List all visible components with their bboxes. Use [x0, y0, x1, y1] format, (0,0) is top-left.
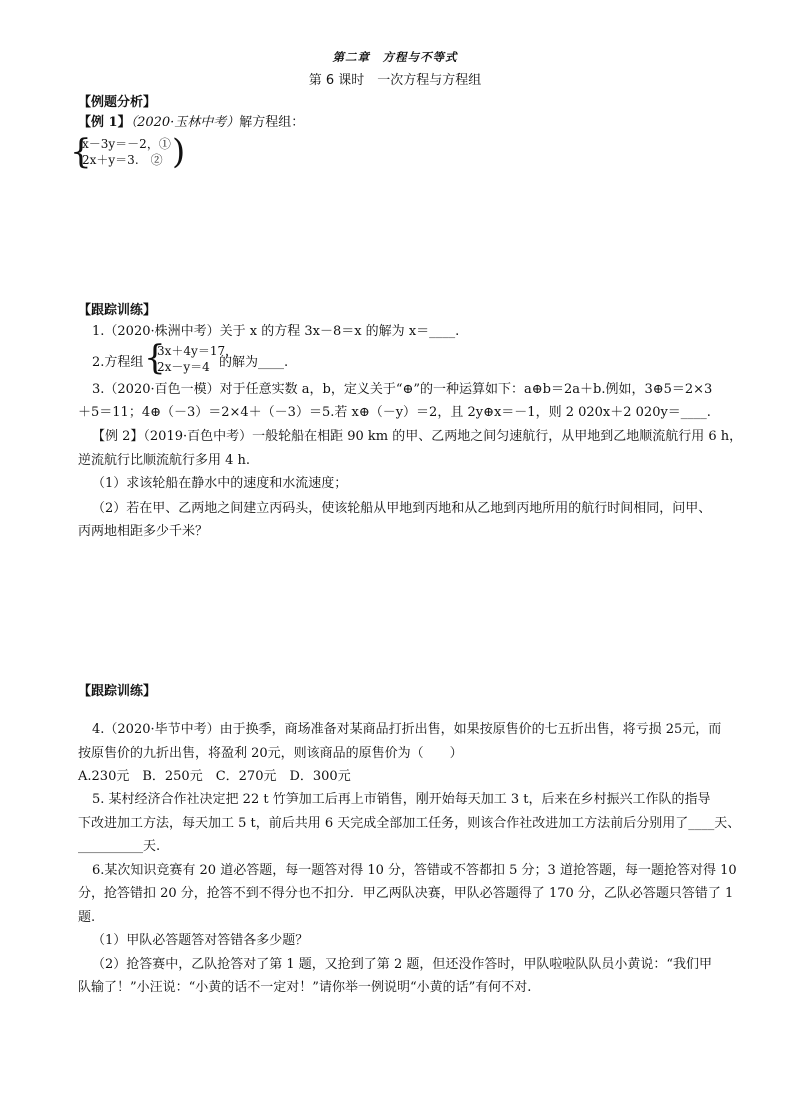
chapter-title: 第二章 方程与不等式: [332, 50, 458, 64]
section-example-title: 【例题分析】: [78, 95, 157, 110]
system-left-brace: {: [70, 132, 92, 172]
question-3-line2: ＋5＝11；4⊕（－3）＝2×4＋（－3）＝5.若 x⊕（－y）＝2，且 2y⊕x＝－1，则 2 020x＋2 020y＝____.: [78, 405, 711, 420]
example2-line1: 【例 2】（2019·百色中考）一般轮船在相距 90 km 的甲、乙两地之间匀速航行，从甲地到乙地顺流航行用 6 h，: [92, 429, 743, 444]
question-2-prefix: 2.方程组: [92, 355, 144, 370]
example1-prompt: 解方程组：: [239, 115, 305, 130]
q2-eq2: 2x－y＝4: [157, 360, 210, 374]
question-6-sub2-line2: 队输了！”小汪说：“小黄的话不一定对！”请你举一例说明“小黄的话”有何不对.: [78, 980, 532, 995]
example1-source: （2020·玉林中考）: [130, 115, 240, 130]
question-6-sub2-line1: （2）抢答赛中，乙队抢答对了第 1 题，又抢到了第 2 题，但还没作答时，甲队啦啦队队员小黄说：“我们甲: [92, 957, 712, 972]
example1-label: 【例 1】: [78, 115, 131, 130]
question-3-line1: 3.（2020·百色一模）对于任意实数 a，b，定义关于“⊕”的一种运算如下：a⊕b＝2a＋b.例如，3⊕5＝2×3: [92, 382, 713, 397]
section-training-title: 【跟踪训练】: [78, 303, 157, 318]
example1-line: [78, 114, 304, 132]
question-1: 1.（2020·株洲中考）关于 x 的方程 3x－8＝x 的解为 x＝____.: [92, 324, 460, 339]
question-2: [92, 354, 143, 372]
system-right-paren: ): [172, 132, 186, 172]
example1-eq2: 2x＋y＝3. ②: [82, 153, 163, 167]
example2-sub2-line2: 丙两地相距多少千米？: [78, 524, 209, 539]
question-4-line1: 4.（2020·毕节中考）由于换季，商场准备对某商品打折出售，如果按原售价的七五折出售，将亏损 25元，而: [92, 722, 722, 737]
question-5-line3: __________天.: [78, 839, 161, 854]
question-6-sub1: （1）甲队必答题答对答错各多少题？: [92, 933, 309, 948]
question-4-options: A.230元 B．250元 C．270元 D．300元: [78, 769, 351, 784]
question-6-line2: 分，抢答错扣 20 分，抢答不到不得分也不扣分．甲乙两队决赛，甲队必答题得了 170 分，乙队必答题只答错了 1: [78, 886, 734, 901]
question-2-suffix: 的解为____.: [219, 355, 289, 370]
question-5-line1: 5. 某村经济合作社决定把 22 t 竹笋加工后再上市销售，刚开始每天加工 3 t，后来在乡村振兴工作队的指导: [92, 792, 711, 807]
question-4-line2: 按原售价的九折出售，将盈利 20元，则该商品的原售价为（ ）: [78, 746, 463, 761]
lesson-title: 第 6 课时 一次方程与方程组: [308, 73, 482, 88]
question-6-line1: 6.某次知识竞赛有 20 道必答题，每一题答对得 10 分，答错或不答都扣 5 分；3 道抢答题，每一题抢答对得 10: [92, 863, 737, 878]
example1-eq1: x－3y＝－2，①: [82, 137, 171, 151]
question-5-line2: 下改进加工方法，每天加工 5 t，前后共用 6 天完成全部加工任务，则该合作社改进加工方法前后分别用了____天、: [78, 816, 741, 831]
q2-left-brace: {: [144, 338, 166, 378]
example2-line2: 逆流航行比顺流航行多用 4 h.: [78, 453, 251, 468]
example2-sub1: （1）求该轮船在静水中的速度和水流速度；: [92, 476, 348, 491]
example2-sub2-line1: （2）若在甲、乙两地之间建立丙码头，使该轮船从甲地到丙地和从乙地到丙地所用的航行时间相同，问甲、: [92, 501, 712, 516]
section-training-title-2: 【跟踪训练】: [78, 684, 157, 699]
question-6-line3: 题.: [78, 910, 96, 925]
q2-eq1: 3x＋4y＝17，: [157, 344, 238, 358]
